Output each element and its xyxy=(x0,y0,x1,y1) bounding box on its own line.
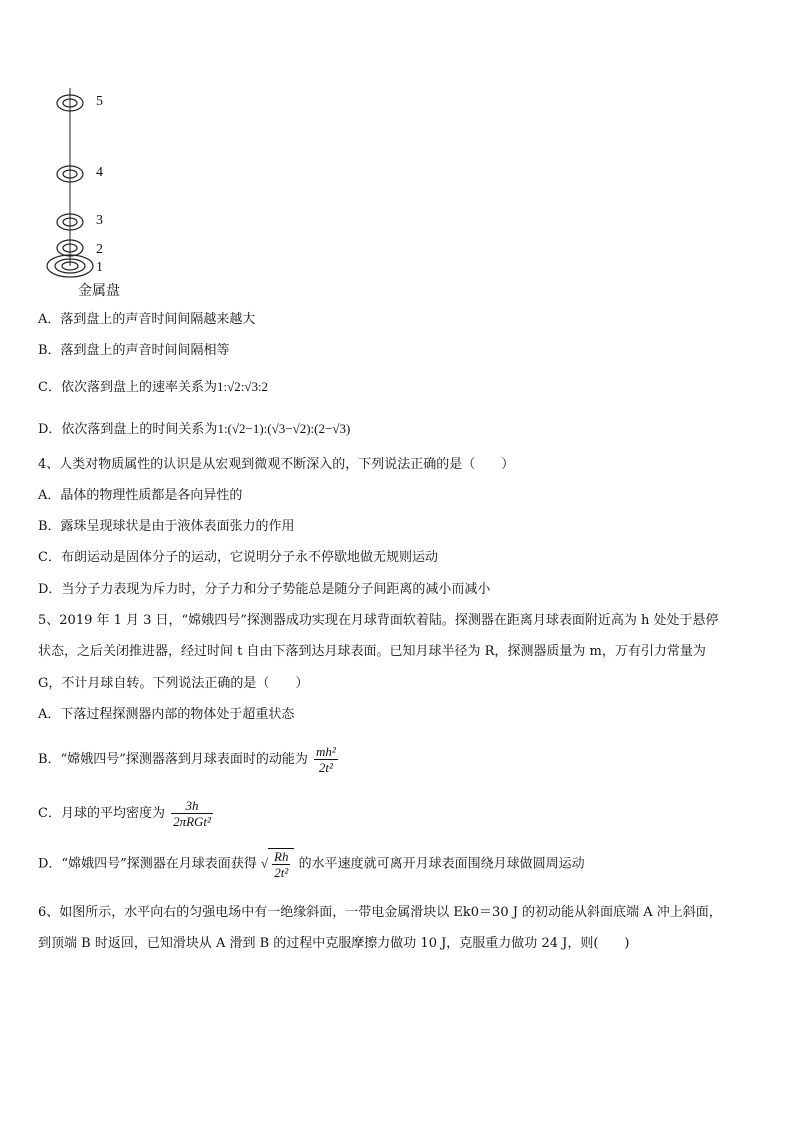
q5-option-d-text: D．“嫦娥四号”探测器在月球表面获得 xyxy=(38,856,257,872)
q5-option-b-text: B．“嫦娥四号”探测器落到月球表面时的动能为 xyxy=(38,752,308,767)
q5-option-d xyxy=(38,848,585,880)
q5-stem-line1: 5、2019 年 1 月 3 日，“嫦娥四号”探测器成功实现在月球背面软着陆。探测器在距离月球表面附近高为 h 处处于悬停 xyxy=(38,613,719,628)
q5-option-b-fraction xyxy=(314,744,338,775)
q5-option-d-suffix: 的水平速度就可离开月球表面围绕月球做圆周运动 xyxy=(298,856,585,872)
q4-option-c: C．布朗运动是固体分子的运动，它说明分子永不停歇地做无规则运动 xyxy=(38,550,438,565)
q5-option-c-text: C．月球的平均密度为 xyxy=(38,806,165,821)
q6-stem-line1: 6、如图所示，水平向右的匀强电场中有一绝缘斜面，一带电金属滑块以 Ek0＝30 J 的初动能从斜面底端 A 冲上斜面， xyxy=(38,905,722,920)
q3-option-d-text: D．依次落到盘上的时间关系为 xyxy=(38,422,218,437)
q4-option-d: D．当分子力表现为斥力时，分子力和分子势能总是随分子间距离的减小而减小 xyxy=(38,582,491,597)
q3-option-d xyxy=(38,420,350,439)
q5-option-d-fraction xyxy=(272,849,290,880)
q4-option-a: A．晶体的物理性质都是各向异性的 xyxy=(38,488,243,503)
q6-stem-line2: 到顶端 B 时返回，已知滑块从 A 滑到 B 的过程中克服摩擦力做功 10 J，克服重力做功 24 J，则( ) xyxy=(38,936,630,951)
fraction-denominator: 2t² xyxy=(318,760,333,775)
figure-label-5: 5 xyxy=(96,94,103,109)
q5-option-a: A．下落过程探测器内部的物体处于超重状态 xyxy=(38,707,295,722)
sqrt-expression: √ $\frac{Rh}{\text{2t²}}$ xyxy=(261,848,295,880)
figure-label-1: 1 xyxy=(96,260,103,275)
rings-on-string-figure xyxy=(40,88,140,303)
fraction-denominator: 2πRGt² xyxy=(173,814,211,829)
figure-label-3: 3 xyxy=(96,213,103,228)
q3-option-c-math: 1:√2:√3:2 xyxy=(216,379,269,394)
q3-option-c-text: C．依次落到盘上的速率关系为 xyxy=(38,380,217,395)
fraction-numerator: mh² xyxy=(316,744,336,759)
q3-option-d-math: 1:(√2−1):(√3−√2):(2−√3) xyxy=(217,421,351,436)
q3-option-c xyxy=(38,378,268,397)
q3-option-b: B．落到盘上的声音时间间隔相等 xyxy=(38,343,230,358)
fraction-numerator: Rh xyxy=(274,849,289,864)
q4-option-b: B．露珠呈现球状是由于液体表面张力的作用 xyxy=(38,519,295,534)
q4-stem: 4、人类对物质属性的认识是从宏观到微观不断深入的，下列说法正确的是（ ） xyxy=(38,457,515,472)
fraction-denominator: 2t² xyxy=(274,865,289,880)
figure-caption: 金属盘 xyxy=(78,283,120,299)
q5-stem-line3: G，不计月球自转。下列说法正确的是（ ） xyxy=(38,676,309,691)
fraction-numerator: 3h xyxy=(171,798,213,814)
q5-option-b xyxy=(38,744,340,775)
q3-option-a: A．落到盘上的声音时间间隔越来越大 xyxy=(38,312,256,327)
q5-option-c xyxy=(38,798,215,829)
figure-label-4: 4 xyxy=(96,165,103,180)
q5-option-c-fraction xyxy=(171,798,213,829)
q5-stem-line2: 状态，之后关闭推进器，经过时间 t 自由下落到达月球表面。已知月球半径为 R，探测器质量为 m，万有引力常量为 xyxy=(38,644,706,659)
figure-label-2: 2 xyxy=(96,242,103,257)
